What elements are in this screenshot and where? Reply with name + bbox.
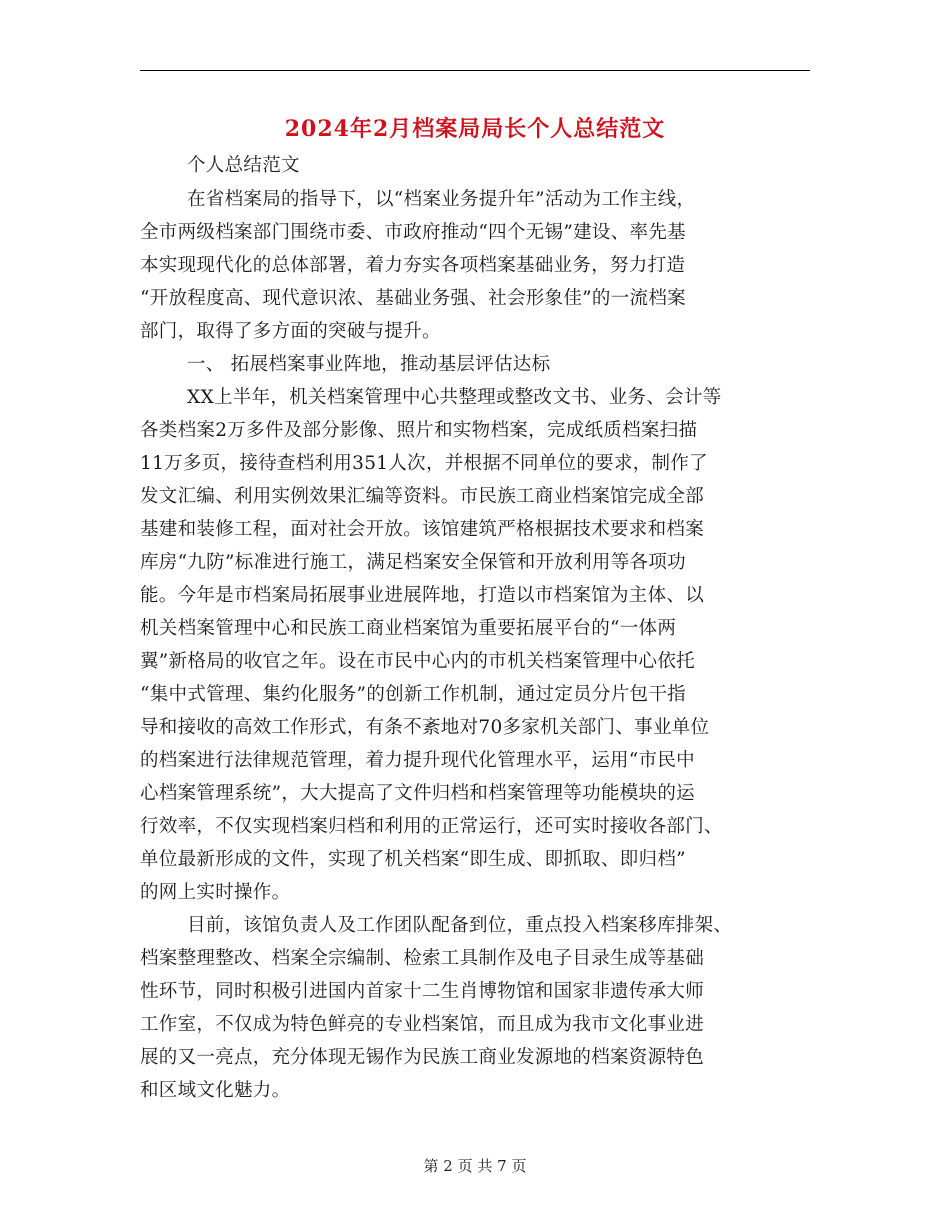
paragraph-line: 性环节，同时积极引进国内首家十二生肖博物馆和国家非遗传承大师 — [140, 981, 705, 1002]
paragraph-line: “集中式管理、集约化服务”的创新工作机制，通过定员分片包干指 — [140, 684, 686, 705]
paragraph-line: 各类档案2万多件及部分影像、照片和实物档案，完成纸质档案扫描 — [140, 420, 698, 441]
paragraph-line: 在省档案局的指导下，以“档案业务提升年”活动为工作主线， — [187, 189, 696, 210]
paragraph-line: 个人总结范文 — [187, 155, 300, 176]
document-title: 2024年2月档案局局长个人总结范文 — [284, 116, 666, 142]
paragraph-line: 行效率，不仅实现档案归档和利用的正常运行，还可实时接收各部门、 — [140, 816, 723, 837]
paragraph-line: 导和接收的高效工作形式，有条不紊地对70多家机关部门、事业单位 — [140, 717, 710, 738]
paragraph-line: 11万多页，接待查档利用351人次，并根据不同单位的要求，制作了 — [140, 453, 708, 474]
paragraph-line: 档案整理整改、档案全宗编制、检索工具制作及电子目录生成等基础 — [140, 948, 705, 969]
paragraph-line: 工作室，不仅成为特色鲜亮的专业档案馆，而且成为我市文化事业进 — [140, 1014, 705, 1035]
paragraph-line: 心档案管理系统”，大大提高了文件归档和档案管理等功能模块的运 — [140, 783, 695, 804]
paragraph-line: 单位最新形成的文件，实现了机关档案“即生成、即抓取、即归档” — [140, 849, 686, 870]
paragraph-line: 全市两级档案部门围绕市委、市政府推动“四个无锡”建设、率先基 — [140, 222, 686, 243]
paragraph-line: XX上半年，机关档案管理中心共整理或整改文书、业务、会计等 — [187, 387, 722, 408]
paragraph-line: 和区域文化魅力。 — [140, 1080, 291, 1101]
page-number-footer: 第 2 页 共 7 页 — [423, 1157, 527, 1175]
paragraph-line: 发文汇编、利用实例效果汇编等资料。市民族工商业档案馆完成全部 — [140, 486, 705, 507]
paragraph-line: 能。今年是市档案局拓展事业进展阵地，打造以市档案馆为主体、以 — [140, 585, 705, 606]
paragraph-line: 的档案进行法律规范管理，着力提升现代化管理水平，运用“市民中 — [140, 750, 695, 771]
paragraph-line: 本实现现代化的总体部署，着力夯实各项档案基础业务，努力打造 — [140, 255, 686, 276]
section-heading: 一、 拓展档案事业阵地，推动基层评估达标 — [187, 354, 551, 375]
paragraph-line: 展的又一亮点，充分体现无锡作为民族工商业发源地的档案资源特色 — [140, 1047, 705, 1068]
paragraph-line: 库房“九防”标准进行施工，满足档案安全保管和开放利用等各项功 — [140, 552, 686, 573]
paragraph-line: 翼”新格局的收官之年。设在市民中心内的市机关档案管理中心依托 — [140, 651, 695, 672]
paragraph-line: “开放程度高、现代意识浓、基础业务强、社会形象佳”的一流档案 — [140, 288, 686, 309]
paragraph-line: 目前，该馆负责人及工作团队配备到位，重点投入档案移库排架、 — [187, 915, 733, 936]
paragraph-line: 基建和装修工程，面对社会开放。该馆建筑严格根据技术要求和档案 — [140, 519, 705, 540]
paragraph-line: 机关档案管理中心和民族工商业档案馆为重要拓展平台的“一体两 — [140, 618, 677, 639]
header-rule — [140, 70, 810, 71]
paragraph-line: 部门，取得了多方面的突破与提升。 — [140, 321, 441, 342]
paragraph-line: 的网上实时操作。 — [140, 882, 291, 903]
